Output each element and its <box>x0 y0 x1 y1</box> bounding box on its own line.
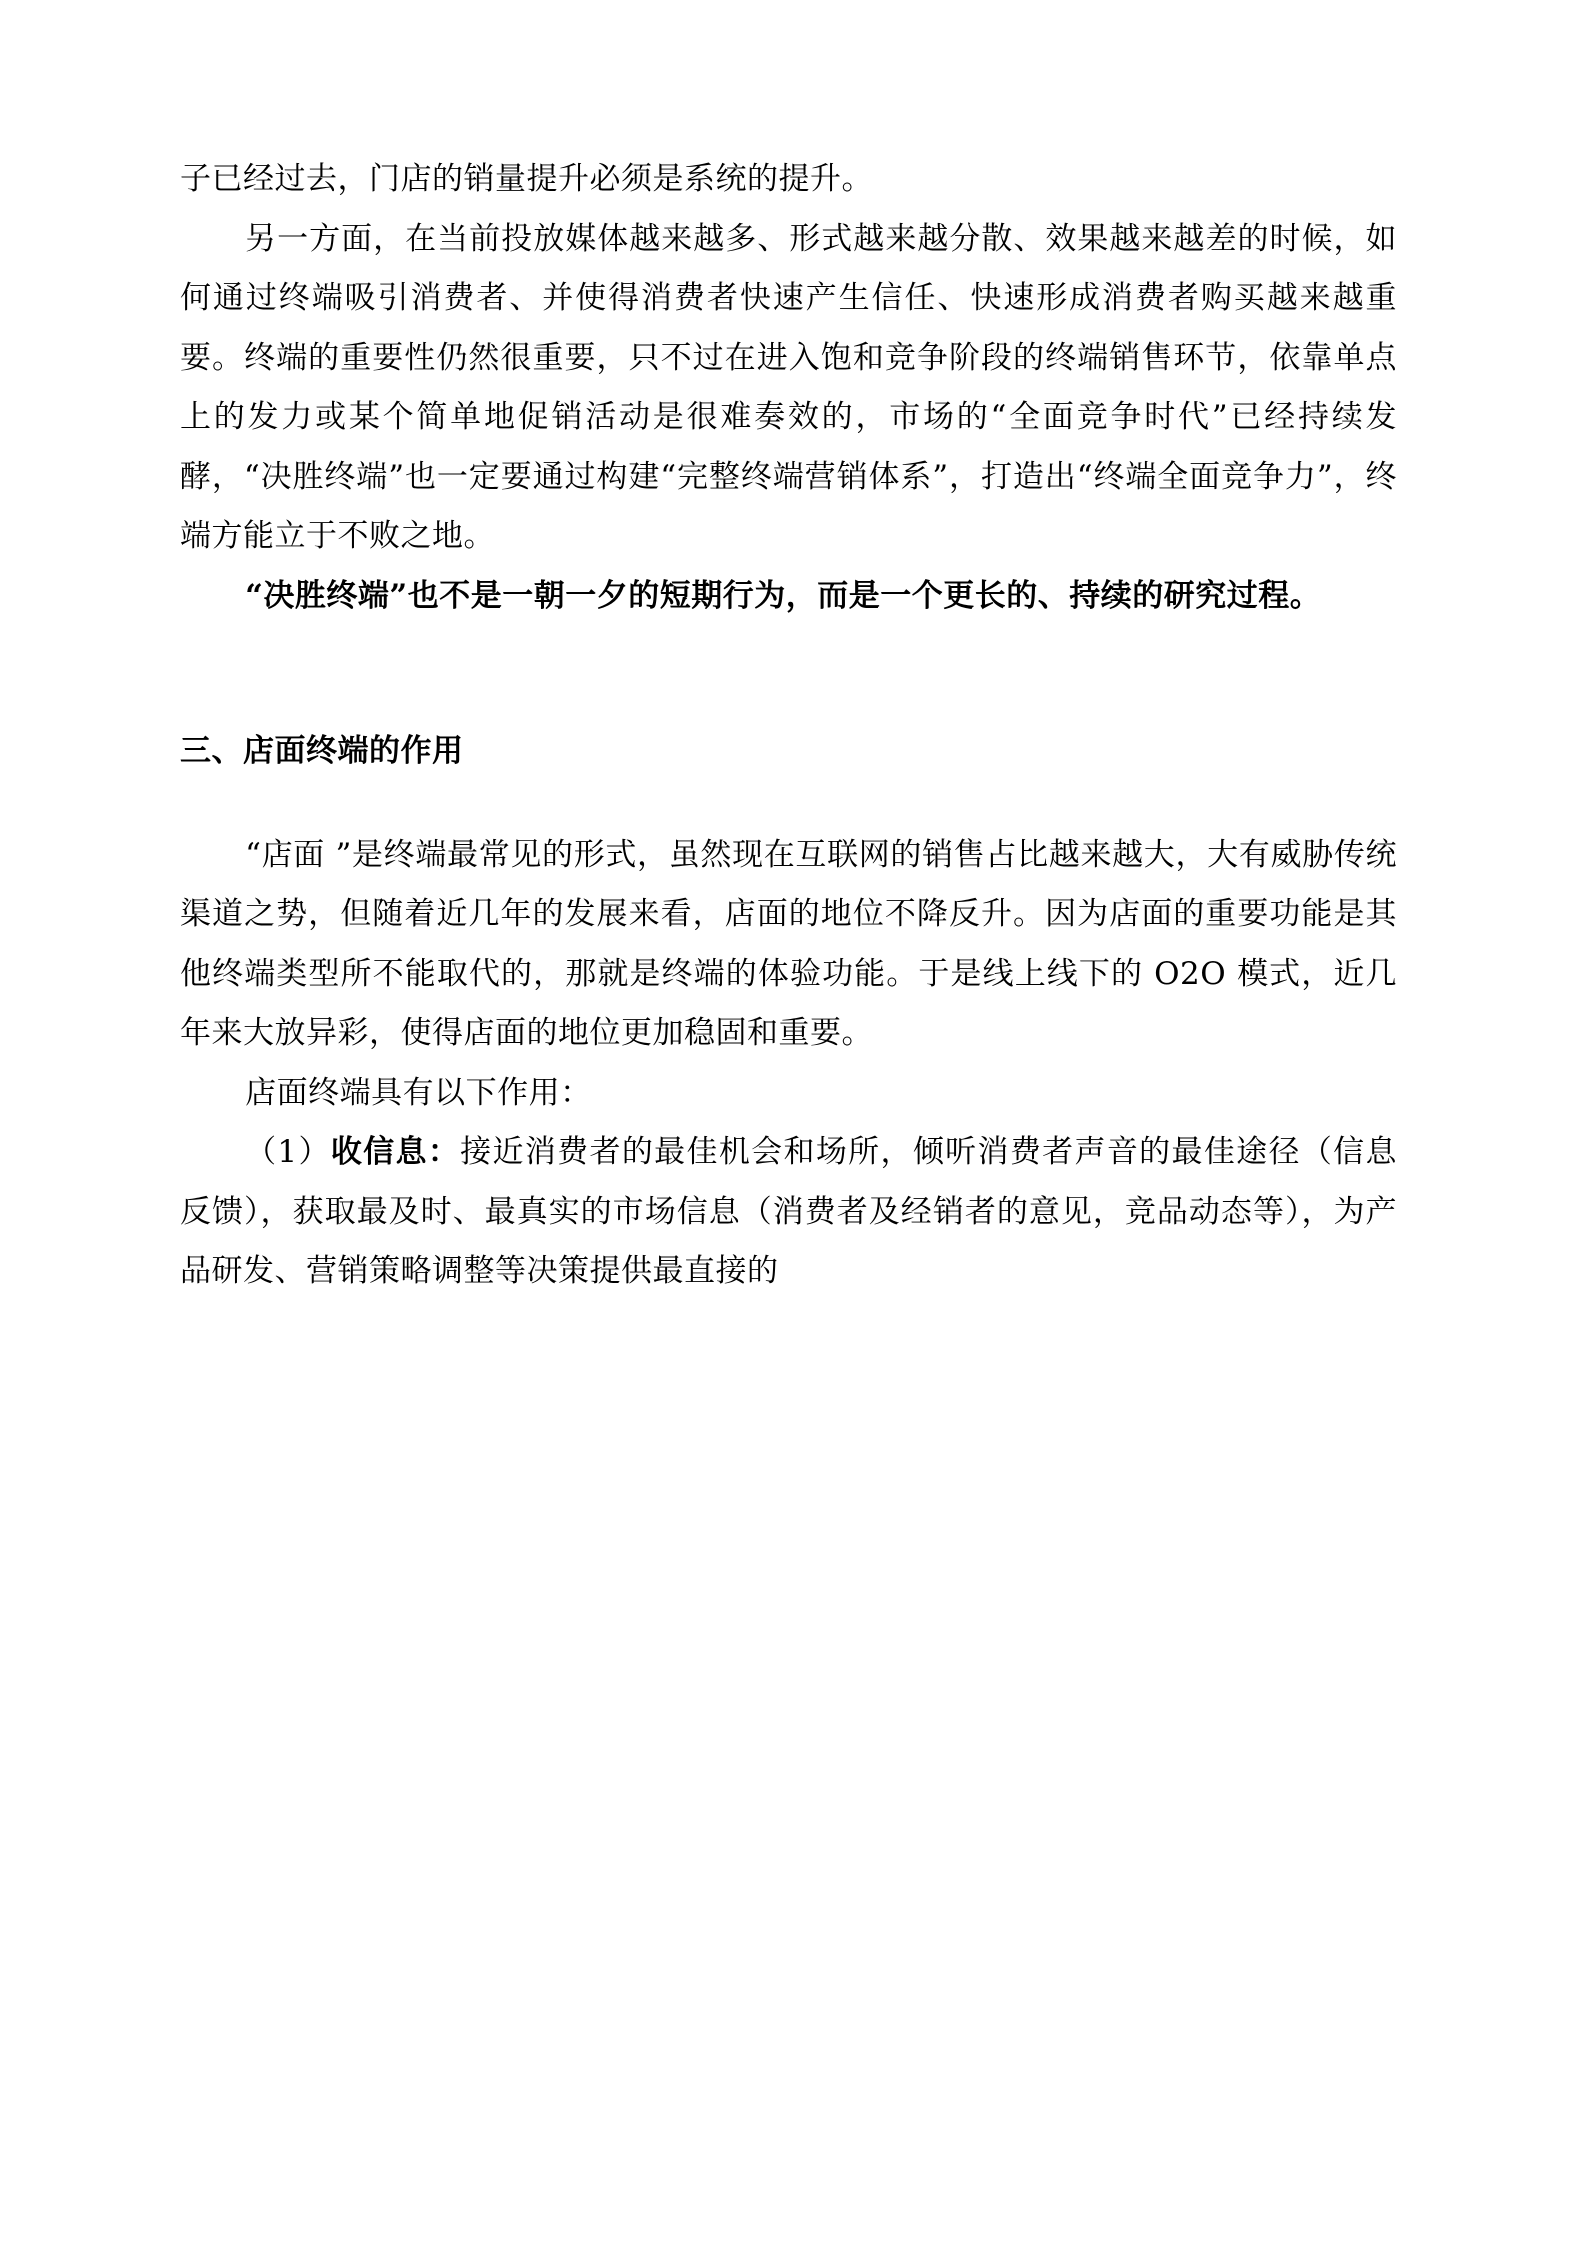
heading-spacer <box>180 782 1397 826</box>
list-item-label: 收信息： <box>330 1134 461 1171</box>
paragraph-store-functions-lead: 店面终端具有以下作用： <box>245 1074 592 1111</box>
list-item <box>180 1123 1397 1302</box>
section-spacer <box>180 626 1397 722</box>
section-heading: 三、店面终端的作用 <box>180 733 464 770</box>
paragraph-continued: 子已经过去，门店的销量提升必须是系统的提升。 <box>180 161 873 197</box>
list-item-text: 接近消费者的最佳机会和场所，倾听消费者声音的最佳途径（信息反馈），获取最及时、最真实的市场信息（消费者及经销者的意见，竞品动态等），为产品研发、营销策略调整等决策提供最直接的 <box>180 1134 1398 1290</box>
document-body <box>180 150 1397 1302</box>
paragraph-another-aspect: 另一方面，在当前投放媒体越来越多、形式越来越分散、效果越来越差的时候，如何通过终端吸引消费者、并使得消费者快速产生信任、快速形成消费者购买越来越重要。终端的重要性仍然很重要，只不过在进入饱和竞争阶段的终端销售环节，依靠单点上的发力或某个简单地促销活动是很难奏效的，市场的“全面竞争时代”已经持续发酵，“决胜终端”也一定要通过构建“完整终端营销体系”，打造出“终端全面竞争力”，终端方能立于不败之地。 <box>180 220 1397 555</box>
paragraph-store-form: “店面 ”是终端最常见的形式，虽然现在互联网的销售占比越来越大，大有威胁传统渠道之势，但随着近几年的发展来看，店面的地位不降反升。因为店面的重要功能是其他终端类型所不能取代的，那就是终端的体验功能。于是线上线下的 O2O 模式，近几年来大放异彩，使得店面的地位更加稳固和重要。 <box>180 836 1397 1052</box>
paragraph-bold-statement: “决胜终端”也不是一朝一夕的短期行为，而是一个更长的、持续的研究过程。 <box>245 577 1322 614</box>
list-item-marker: （1） <box>245 1134 331 1171</box>
